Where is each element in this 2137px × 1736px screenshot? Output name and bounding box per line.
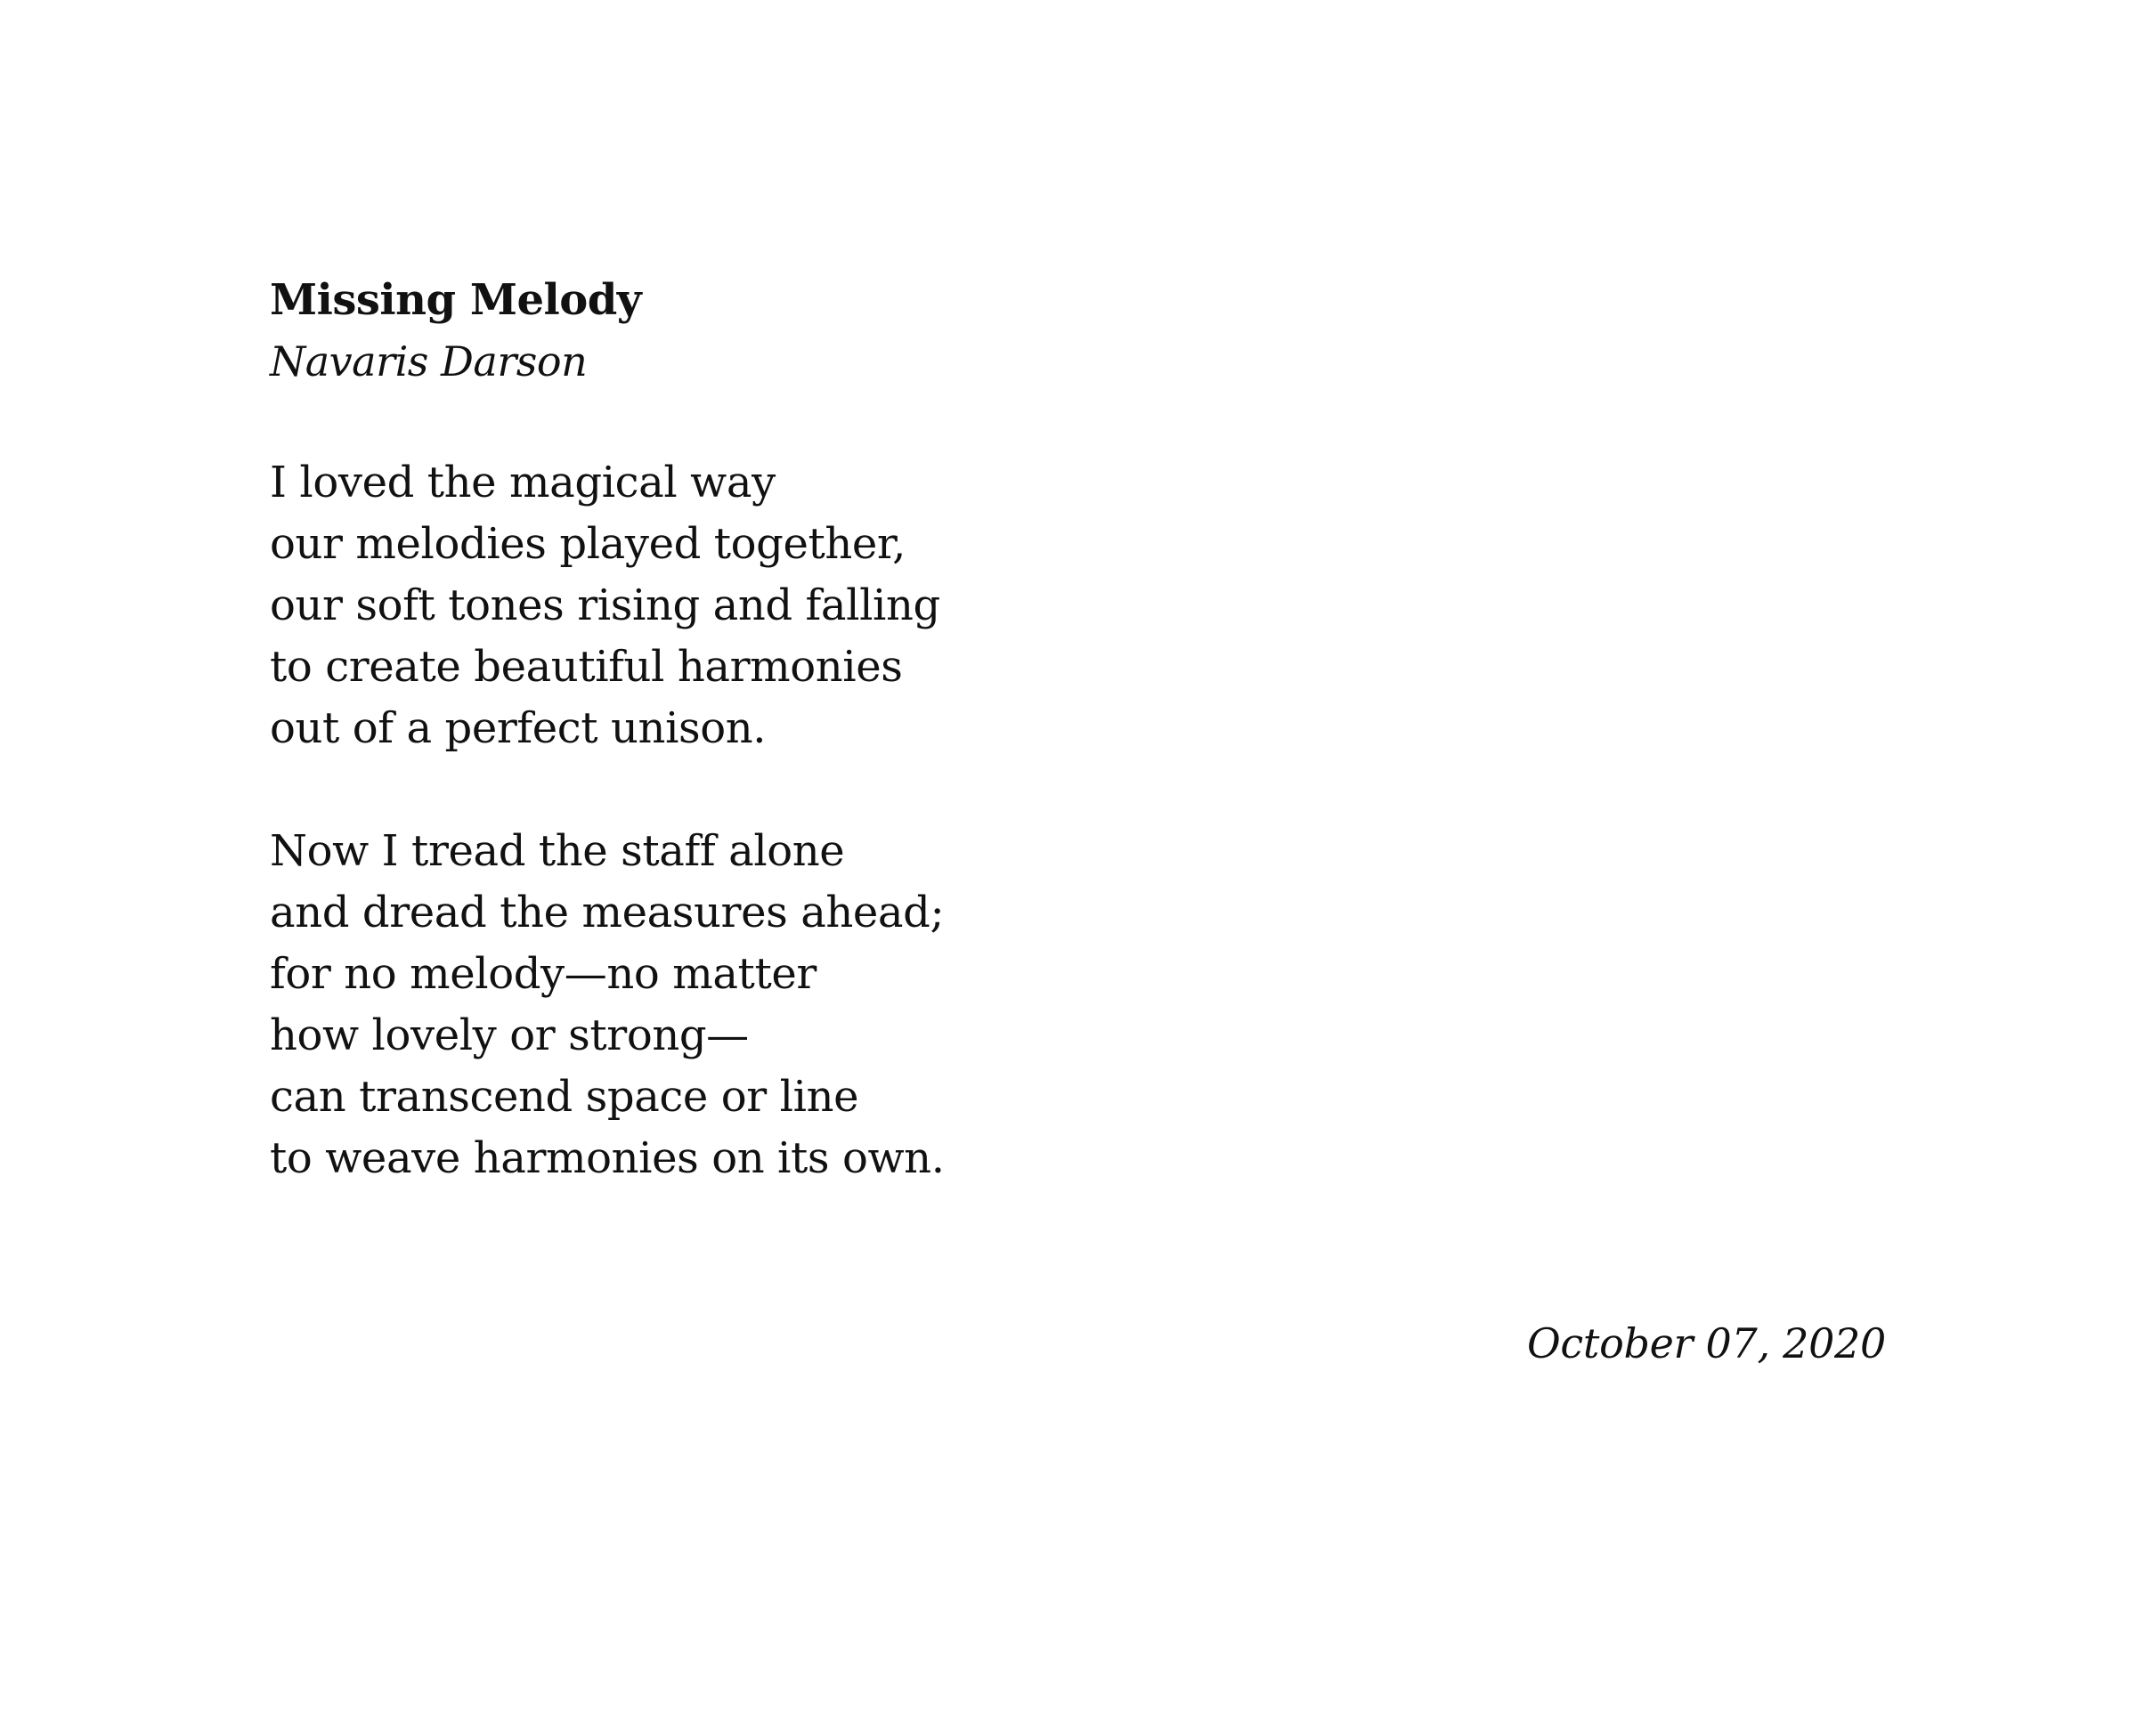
poem-line: our soft tones rising and falling [270, 580, 940, 630]
poem-line: to create beautiful harmonies [270, 642, 903, 692]
poem-line: how lovely or strong— [270, 1010, 749, 1060]
poem-line: Now I tread the staff alone [270, 826, 845, 876]
poem-date: October 07, 2020 [1527, 1319, 1886, 1367]
poem-title: Missing Melody [270, 275, 642, 325]
poem-stanza-1 [270, 452, 1338, 759]
poem-block [270, 269, 1338, 1189]
poem-line: our melodies played together, [270, 519, 906, 569]
poem-line: and dread the measures ahead; [270, 888, 945, 937]
poem-line: can transcend space or line [270, 1072, 859, 1122]
poem-stanza-2 [270, 821, 1338, 1189]
poem-line: out of a perfect unison. [270, 703, 767, 753]
poem-line: to weave harmonies on its own. [270, 1133, 945, 1183]
poem-author: Navaris Darson [270, 337, 588, 385]
poem-line: for no melody—no matter [270, 949, 817, 999]
poem-line: I loved the magical way [270, 458, 776, 507]
